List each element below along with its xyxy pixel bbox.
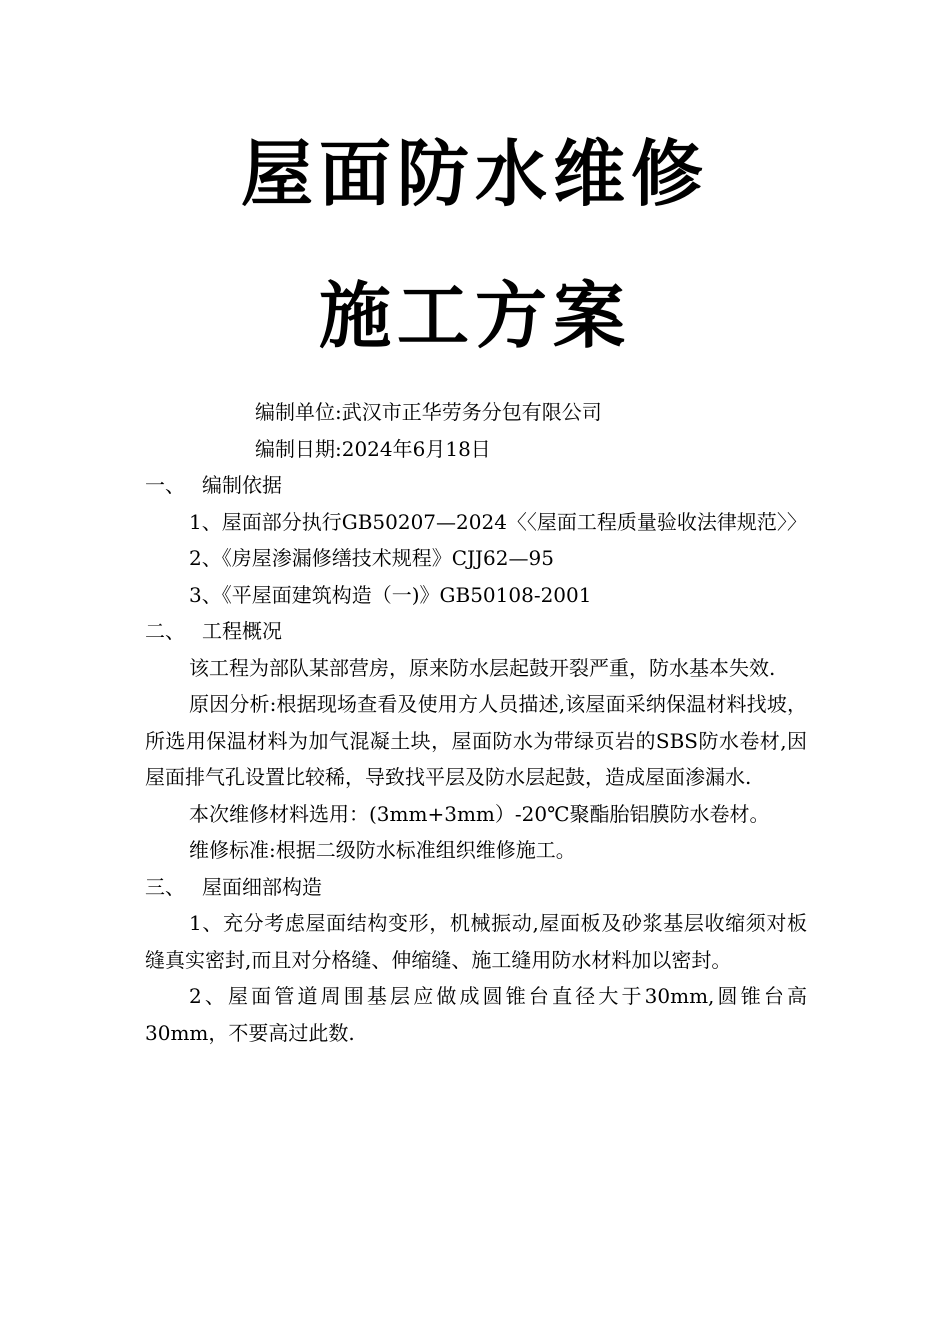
- paragraph: 2、屋面管道周围基层应做成圆锥台直径大于30mm,圆锥台高30mm，不要高过此数.: [145, 984, 807, 1045]
- paragraph: 1、充分考虑屋面结构变形，机械振动,屋面板及砂浆基层收缩须对板缝真实密封,而且对分格缝、伸缩缝、施工缝用防水材料加以密封。: [145, 911, 807, 972]
- paragraph: 3、《平屋面建筑构造（一)》GB50108-2001: [189, 582, 592, 607]
- compiling-date: 编制日期:2024年6月18日: [255, 436, 491, 461]
- title-line-2: 施工方案: [318, 274, 631, 358]
- section-number: 一、: [145, 473, 185, 497]
- section-title: 编制依据: [202, 473, 282, 497]
- paragraph: 该工程为部队某部营房，原来防水层起鼓开裂严重，防水基本失效.: [189, 655, 776, 680]
- document-body: [145, 394, 807, 1051]
- paragraph: 1、屋面部分执行GB50207—2024〈〈屋面工程质量验收法律规范〉〉: [189, 509, 807, 534]
- paragraph: 原因分析:根据现场查看及使用方人员描述,该屋面采纳保温材料找坡，所选用保温材料为加气混凝土块，屋面防水为带绿页岩的SBS防水卷材,因屋面排气孔设置比较稀，导致找平层及防水层起鼓，造成屋面渗漏水.: [145, 692, 807, 789]
- section-number: 二、: [145, 619, 185, 643]
- compiling-unit: 编制单位:武汉市正华劳务分包有限公司: [255, 400, 602, 424]
- section-title: 工程概况: [202, 619, 282, 643]
- paragraph: 维修标准:根据二级防水标准组织维修施工。: [189, 838, 576, 862]
- section-heading-2: [145, 613, 807, 650]
- section-heading-1: [145, 467, 807, 504]
- section-number: 三、: [145, 874, 185, 899]
- title-line-1: 屋面防水维修: [240, 132, 709, 216]
- paragraph: 本次维修材料选用：(3mm+3mm）-20℃聚酯胎铝膜防水卷材。: [189, 801, 770, 826]
- section-title: 屋面细部构造: [202, 874, 322, 899]
- section-heading-3: [145, 869, 807, 906]
- paragraph: 2、《房屋渗漏修缮技术规程》CJJ62—95: [189, 546, 554, 570]
